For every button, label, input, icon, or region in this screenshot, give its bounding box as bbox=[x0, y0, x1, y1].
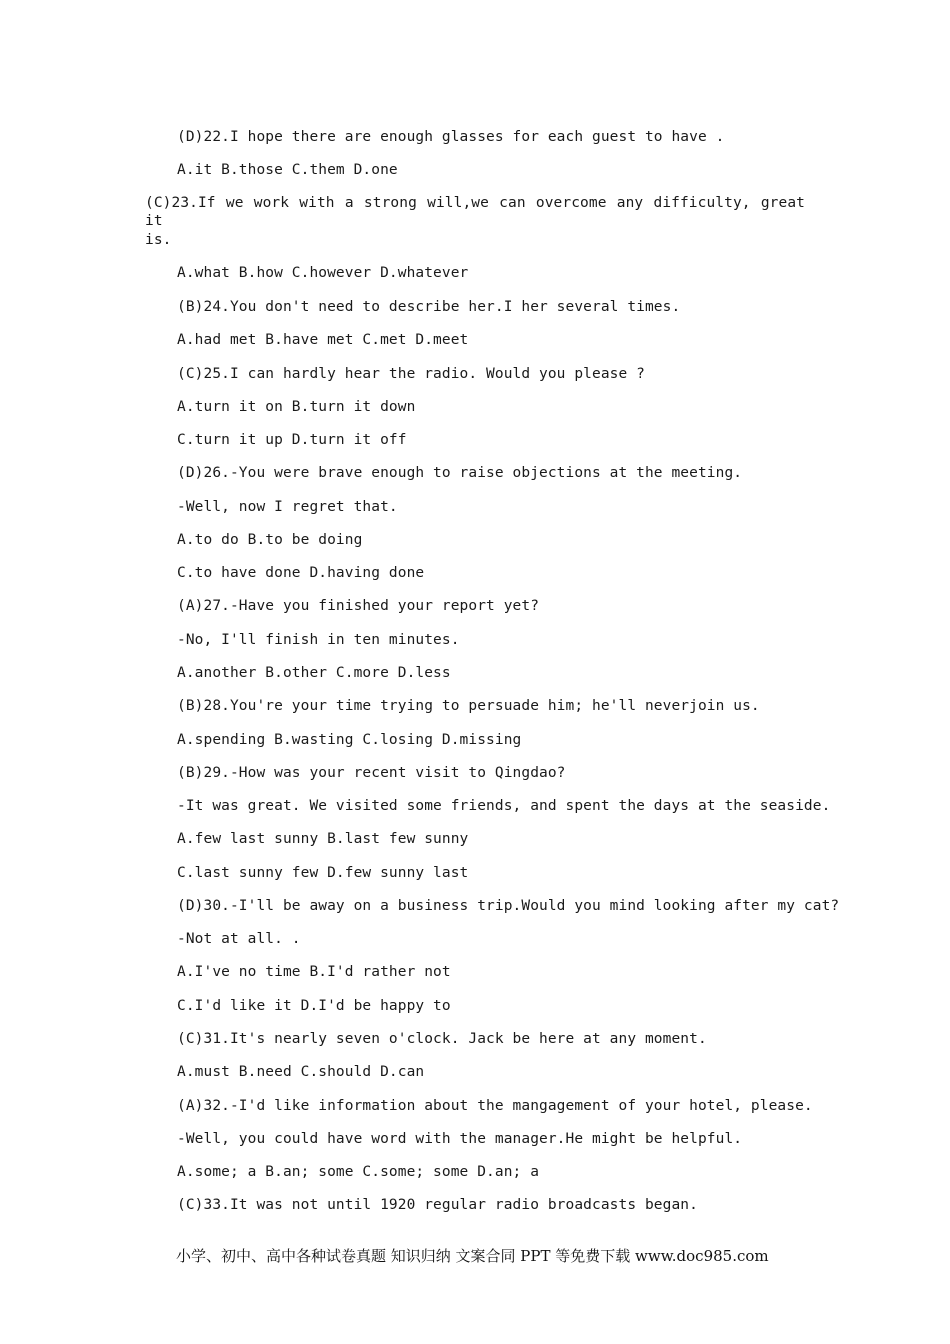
options-25-cd: C.turn it up D.turn it off bbox=[177, 432, 407, 448]
options-30-ab: A.I've no time B.I'd rather not bbox=[177, 964, 451, 980]
page-footer: 小学、初中、高中各种试卷真题 知识归纳 文案合同 PPT 等免费下载 www.doc985.com bbox=[176, 1247, 769, 1265]
question-30-reply: -Not at all. . bbox=[177, 931, 301, 947]
options-24: A.had met B.have met C.met D.meet bbox=[177, 332, 469, 348]
question-32: (A)32.-I'd like information about the mangagement of your hotel, please. bbox=[177, 1098, 813, 1114]
options-26-cd: C.to have done D.having done bbox=[177, 565, 425, 581]
question-26: (D)26.-You were brave enough to raise objections at the meeting. bbox=[177, 465, 743, 481]
question-26-reply: -Well, now I regret that. bbox=[177, 499, 398, 515]
question-33: (C)33.It was not until 1920 regular radio broadcasts began. bbox=[177, 1197, 698, 1213]
options-32: A.some; a B.an; some C.some; some D.an; a bbox=[177, 1164, 540, 1180]
question-23: (C)23.If we work with a strong will,we can overcome any difficulty, great it bbox=[145, 195, 805, 229]
options-29-cd: C.last sunny few D.few sunny last bbox=[177, 865, 469, 881]
question-27: (A)27.-Have you finished your report yet? bbox=[177, 598, 540, 614]
question-31: (C)31.It's nearly seven o'clock. Jack be here at any moment. bbox=[177, 1031, 707, 1047]
question-29: (B)29.-How was your recent visit to Qingdao? bbox=[177, 765, 566, 781]
options-29-ab: A.few last sunny B.last few sunny bbox=[177, 831, 469, 847]
question-30: (D)30.-I'll be away on a business trip.Would you mind looking after my cat? bbox=[177, 898, 840, 914]
question-28: (B)28.You're your time trying to persuade him; he'll neverjoin us. bbox=[177, 698, 760, 714]
options-26-ab: A.to do B.to be doing bbox=[177, 532, 363, 548]
question-25: (C)25.I can hardly hear the radio. Would you please ? bbox=[177, 366, 645, 382]
question-27-reply: -No, I'll finish in ten minutes. bbox=[177, 632, 460, 648]
options-30-cd: C.I'd like it D.I'd be happy to bbox=[177, 998, 451, 1014]
question-24: (B)24.You don't need to describe her.I her several times. bbox=[177, 299, 681, 315]
options-25-ab: A.turn it on B.turn it down bbox=[177, 399, 416, 415]
question-23-continued: is. bbox=[145, 232, 172, 248]
options-23: A.what B.how C.however D.whatever bbox=[177, 265, 469, 281]
question-22: (D)22.I hope there are enough glasses for each guest to have . bbox=[177, 129, 725, 145]
question-32-reply: -Well, you could have word with the manager.He might be helpful. bbox=[177, 1131, 743, 1147]
options-28: A.spending B.wasting C.losing D.missing bbox=[177, 732, 522, 748]
question-29-reply: -It was great. We visited some friends, and spent the days at the seaside. bbox=[177, 798, 831, 814]
options-27: A.another B.other C.more D.less bbox=[177, 665, 451, 681]
options-22: A.it B.those C.them D.one bbox=[177, 162, 398, 178]
options-31: A.must B.need C.should D.can bbox=[177, 1064, 425, 1080]
